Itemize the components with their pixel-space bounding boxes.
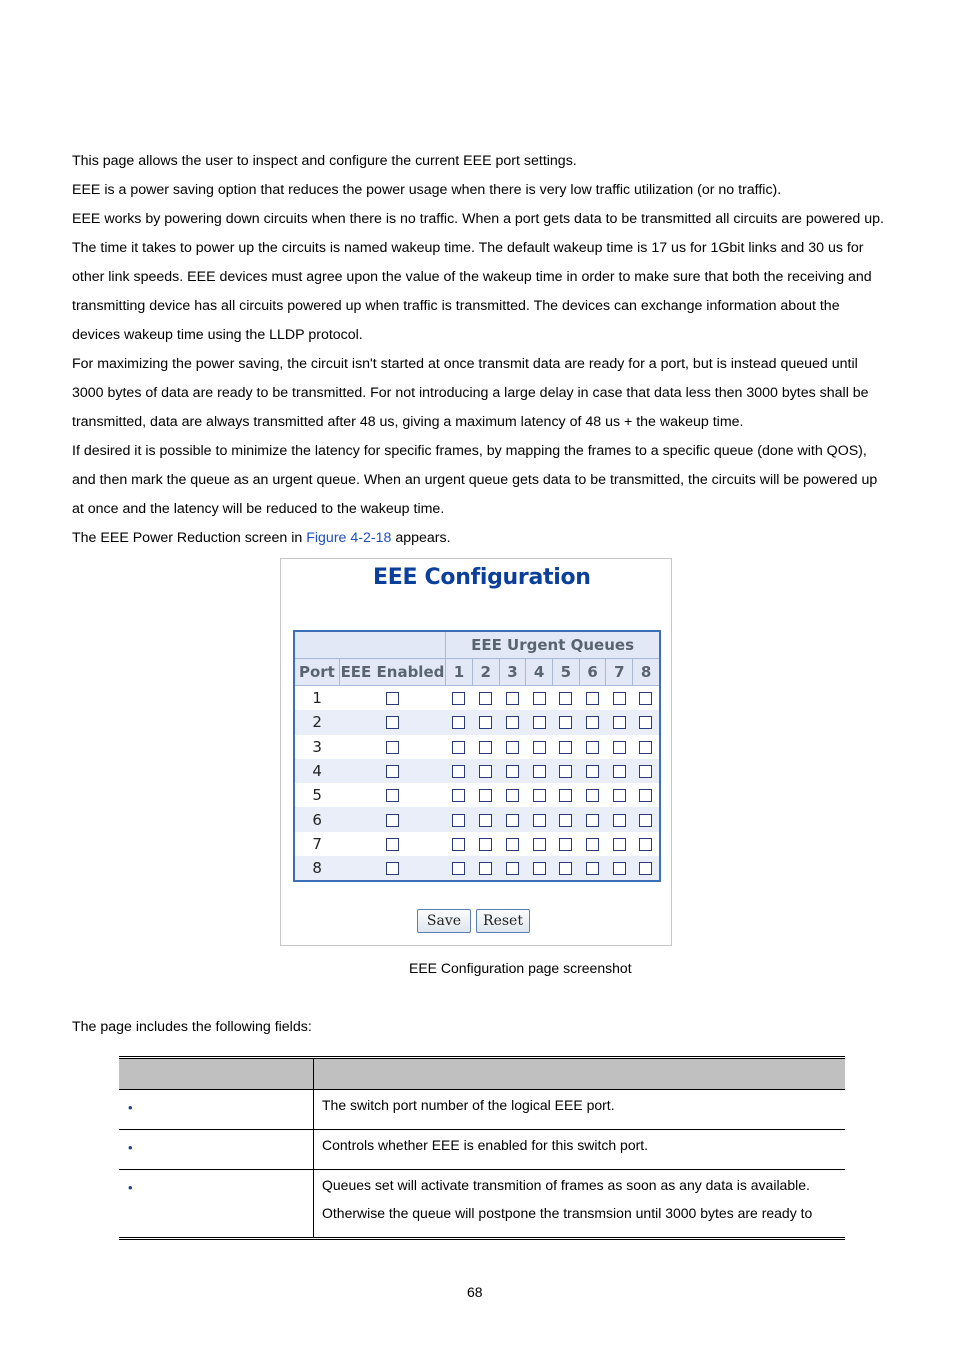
urgent-queue-checkbox[interactable] [613, 765, 626, 778]
urgent-queue-cell [446, 783, 473, 807]
port-row [294, 832, 660, 856]
urgent-queue-cell [446, 807, 473, 831]
urgent-queue-cell [446, 710, 473, 734]
port-number: 4 [294, 759, 339, 783]
field-description-line: Controls whether EEE is enabled for this switch port. [322, 1137, 649, 1153]
urgent-queue-cell [633, 807, 660, 831]
urgent-queue-checkbox[interactable] [613, 716, 626, 729]
urgent-queue-cell [472, 807, 499, 831]
urgent-queue-cell [606, 856, 633, 881]
urgent-queue-checkbox[interactable] [452, 838, 465, 851]
urgent-queue-cell [579, 686, 606, 711]
urgent-queue-cell [579, 710, 606, 734]
urgent-queue-cell [633, 856, 660, 881]
urgent-queue-cell [579, 783, 606, 807]
port-number: 1 [294, 686, 339, 711]
urgent-queue-checkbox[interactable] [639, 862, 652, 875]
queue-column-header: 1 [446, 659, 473, 686]
urgent-queue-checkbox[interactable] [479, 692, 492, 705]
urgent-queue-cell [446, 735, 473, 759]
port-row [294, 735, 660, 759]
paragraph: EEE is a power saving option that reduces the power usage when there is very low traffic utilization (or no traffic). [72, 182, 782, 198]
urgent-queue-cell [472, 735, 499, 759]
eee-enabled-checkbox[interactable] [386, 838, 399, 851]
urgent-queue-checkbox[interactable] [559, 789, 572, 802]
port-row [294, 783, 660, 807]
eee-enabled-column-header: EEE Enabled [339, 659, 445, 686]
urgent-queue-cell [446, 686, 473, 711]
fields-header-object [119, 1058, 314, 1090]
eee-enabled-cell [339, 783, 445, 807]
urgent-queue-checkbox[interactable] [586, 814, 599, 827]
button-row [417, 909, 535, 933]
urgent-queue-checkbox[interactable] [586, 789, 599, 802]
port-row [294, 856, 660, 881]
urgent-queue-checkbox[interactable] [559, 765, 572, 778]
eee-enabled-checkbox[interactable] [386, 814, 399, 827]
eee-enabled-cell [339, 832, 445, 856]
urgent-queue-cell [499, 735, 526, 759]
urgent-queue-cell [499, 759, 526, 783]
urgent-queue-checkbox[interactable] [639, 814, 652, 827]
urgent-queue-cell [472, 783, 499, 807]
urgent-queue-checkbox[interactable] [613, 789, 626, 802]
urgent-queue-checkbox[interactable] [452, 765, 465, 778]
urgent-queue-checkbox[interactable] [613, 814, 626, 827]
urgent-queue-checkbox[interactable] [613, 838, 626, 851]
eee-enabled-checkbox[interactable] [386, 692, 399, 705]
port-number: 5 [294, 783, 339, 807]
urgent-queue-cell [579, 856, 606, 881]
queue-column-header: 2 [472, 659, 499, 686]
urgent-queue-cell [526, 759, 553, 783]
urgent-queue-checkbox[interactable] [613, 692, 626, 705]
bullet-icon: • [128, 1100, 133, 1115]
urgent-queue-checkbox[interactable] [506, 765, 519, 778]
urgent-queue-checkbox[interactable] [586, 692, 599, 705]
eee-enabled-cell [339, 856, 445, 881]
urgent-queue-checkbox[interactable] [479, 862, 492, 875]
urgent-queue-cell [526, 686, 553, 711]
urgent-queue-cell [606, 686, 633, 711]
urgent-queue-cell [633, 735, 660, 759]
urgent-queue-checkbox[interactable] [639, 765, 652, 778]
urgent-queue-cell [472, 832, 499, 856]
urgent-queue-checkbox[interactable] [506, 716, 519, 729]
urgent-queue-cell [446, 832, 473, 856]
urgent-queue-cell [499, 832, 526, 856]
urgent-queue-cell [526, 807, 553, 831]
urgent-queue-checkbox[interactable] [479, 716, 492, 729]
urgent-queue-cell [499, 856, 526, 881]
urgent-queue-checkbox[interactable] [613, 741, 626, 754]
urgent-queue-checkbox[interactable] [639, 716, 652, 729]
field-object-cell [119, 1130, 314, 1170]
figure-caption: EEE Configuration page screenshot [409, 960, 632, 976]
urgent-queue-checkbox[interactable] [506, 814, 519, 827]
fields-header-description [314, 1058, 846, 1090]
urgent-queue-cell [579, 832, 606, 856]
urgent-queue-cell [552, 807, 579, 831]
urgent-queue-cell [579, 735, 606, 759]
urgent-queue-checkbox[interactable] [479, 789, 492, 802]
urgent-queue-cell [499, 686, 526, 711]
urgent-queue-checkbox[interactable] [452, 789, 465, 802]
urgent-queue-cell [472, 856, 499, 881]
urgent-queue-checkbox[interactable] [639, 741, 652, 754]
urgent-queue-cell [579, 759, 606, 783]
field-object-cell [119, 1090, 314, 1130]
field-description-cell [314, 1130, 846, 1170]
figure-link[interactable]: Figure 4-2-18 [306, 530, 392, 546]
urgent-queue-checkbox[interactable] [452, 716, 465, 729]
urgent-queue-cell [606, 735, 633, 759]
urgent-queue-cell [526, 783, 553, 807]
eee-enabled-checkbox[interactable] [386, 789, 399, 802]
urgent-queue-cell [606, 759, 633, 783]
urgent-queue-cell [552, 759, 579, 783]
field-description-line: Otherwise the queue will postpone the transmsion until 3000 bytes are ready to [322, 1205, 813, 1221]
eee-config-table [293, 630, 661, 882]
field-description-line: Queues set will activate transmition of frames as soon as any data is available. [322, 1177, 810, 1193]
port-row [294, 710, 660, 734]
eee-enabled-cell [339, 759, 445, 783]
port-column-header: Port [294, 659, 339, 686]
urgent-queue-checkbox[interactable] [479, 741, 492, 754]
urgent-queue-checkbox[interactable] [506, 789, 519, 802]
urgent-queue-cell [552, 710, 579, 734]
queue-column-header: 7 [606, 659, 633, 686]
urgent-queue-checkbox[interactable] [452, 741, 465, 754]
urgent-queue-checkbox[interactable] [506, 692, 519, 705]
urgent-queue-cell [499, 710, 526, 734]
field-description-line: The switch port number of the logical EEE port. [322, 1097, 615, 1113]
queue-column-header: 5 [552, 659, 579, 686]
figure-intro: The EEE Power Reduction screen in Figure 4-2-18 appears. [72, 530, 451, 546]
eee-enabled-checkbox[interactable] [386, 716, 399, 729]
urgent-queue-cell [526, 856, 553, 881]
field-row [119, 1130, 845, 1170]
field-description-cell [314, 1170, 846, 1239]
urgent-queue-cell [526, 710, 553, 734]
urgent-queue-checkbox[interactable] [533, 716, 546, 729]
queue-column-header: 3 [499, 659, 526, 686]
urgent-queue-checkbox[interactable] [479, 765, 492, 778]
urgent-queue-cell [633, 832, 660, 856]
urgent-queues-header: EEE Urgent Queues [446, 631, 660, 659]
urgent-queue-cell [579, 807, 606, 831]
field-object-cell [119, 1170, 314, 1239]
field-row [119, 1170, 845, 1239]
urgent-queue-checkbox[interactable] [452, 814, 465, 827]
urgent-queue-cell [606, 832, 633, 856]
eee-enabled-cell [339, 735, 445, 759]
screenshot-title: EEE Configuration [373, 565, 591, 590]
urgent-queue-checkbox[interactable] [533, 814, 546, 827]
paragraph: If desired it is possible to minimize the latency for specific frames, by mapping the frames to a specific queue (done with QOS), and then mark the queue as an urgent queue. When an urgent queue gets data to be transmitted, the circuits will be powered up at once and the latency will be reduced to the wakeup time. [72, 443, 878, 517]
urgent-queue-cell [472, 759, 499, 783]
urgent-queue-cell [552, 783, 579, 807]
urgent-queue-cell [526, 735, 553, 759]
urgent-queue-cell [552, 735, 579, 759]
urgent-queue-checkbox[interactable] [639, 692, 652, 705]
paragraph: This page allows the user to inspect and configure the current EEE port settings. [72, 153, 577, 169]
urgent-queue-checkbox[interactable] [533, 741, 546, 754]
urgent-queue-checkbox[interactable] [452, 692, 465, 705]
eee-enabled-cell [339, 807, 445, 831]
urgent-queue-cell [633, 783, 660, 807]
urgent-queue-cell [446, 856, 473, 881]
urgent-queue-cell [552, 856, 579, 881]
save-button[interactable]: Save [417, 909, 471, 933]
urgent-queue-checkbox[interactable] [559, 716, 572, 729]
urgent-queue-checkbox[interactable] [533, 789, 546, 802]
fields-intro: The page includes the following fields: [72, 1019, 312, 1035]
field-description-cell [314, 1090, 846, 1130]
urgent-queue-checkbox[interactable] [613, 862, 626, 875]
urgent-queue-checkbox[interactable] [586, 838, 599, 851]
urgent-queue-checkbox[interactable] [533, 692, 546, 705]
urgent-queue-checkbox[interactable] [586, 741, 599, 754]
queue-column-header: 4 [526, 659, 553, 686]
blank-header [294, 631, 446, 659]
urgent-queue-checkbox[interactable] [533, 838, 546, 851]
urgent-queue-checkbox[interactable] [639, 789, 652, 802]
urgent-queue-checkbox[interactable] [586, 716, 599, 729]
port-number: 8 [294, 856, 339, 881]
urgent-queue-checkbox[interactable] [559, 814, 572, 827]
eee-enabled-cell [339, 686, 445, 711]
bullet-icon: • [128, 1180, 133, 1195]
urgent-queue-checkbox[interactable] [506, 741, 519, 754]
urgent-queue-cell [606, 710, 633, 734]
urgent-queue-cell [606, 783, 633, 807]
eee-enabled-cell [339, 710, 445, 734]
urgent-queue-checkbox[interactable] [479, 814, 492, 827]
eee-enabled-checkbox[interactable] [386, 765, 399, 778]
urgent-queue-cell [499, 807, 526, 831]
fields-table [119, 1056, 845, 1240]
eee-enabled-checkbox[interactable] [386, 741, 399, 754]
queue-column-header: 8 [633, 659, 660, 686]
urgent-queue-cell [633, 710, 660, 734]
urgent-queue-checkbox[interactable] [452, 862, 465, 875]
urgent-queue-checkbox[interactable] [639, 838, 652, 851]
urgent-queue-cell [633, 759, 660, 783]
urgent-queue-cell [472, 710, 499, 734]
urgent-queue-cell [606, 807, 633, 831]
port-row [294, 759, 660, 783]
paragraph: EEE works by powering down circuits when there is no traffic. When a port gets data to be transmitted all circuits are powered up. The time it takes to power up the circuits is named wakeup time. The default wakeup time is 17 us for 1Gbit links and 30 us for other link speeds. EEE devices must agree upon the value of the wakeup time in order to make sure that both the receiving and transmitting device has all circuits powered up when traffic is transmitted. The devices can exchange information about the devices wakeup time using the LLDP protocol. [72, 211, 884, 343]
port-row [294, 686, 660, 711]
urgent-queue-cell [499, 783, 526, 807]
urgent-queue-checkbox[interactable] [559, 838, 572, 851]
urgent-queue-cell [552, 686, 579, 711]
page-number: 68 [467, 1284, 483, 1300]
urgent-queue-cell [472, 686, 499, 711]
urgent-queue-checkbox[interactable] [559, 741, 572, 754]
urgent-queue-cell [526, 832, 553, 856]
urgent-queue-checkbox[interactable] [479, 838, 492, 851]
urgent-queue-checkbox[interactable] [559, 862, 572, 875]
intro-text [72, 147, 886, 553]
reset-button[interactable]: Reset [476, 909, 530, 933]
urgent-queue-checkbox[interactable] [506, 862, 519, 875]
paragraph: For maximizing the power saving, the circuit isn't started at once transmit data are ready for a port, but is instead queued until 3000 bytes of data are ready to be transmitted. For not introducing a large delay in case that data less then 3000 bytes shall be transmitted, data are always transmitted after 48 us, giving a maximum latency of 48 us + the wakeup time. [72, 356, 869, 430]
port-number: 2 [294, 710, 339, 734]
port-number: 6 [294, 807, 339, 831]
port-number: 3 [294, 735, 339, 759]
urgent-queue-cell [446, 759, 473, 783]
urgent-queue-cell [552, 832, 579, 856]
urgent-queue-checkbox[interactable] [586, 862, 599, 875]
port-row [294, 807, 660, 831]
eee-configuration-screenshot [280, 558, 672, 946]
urgent-queue-checkbox[interactable] [533, 862, 546, 875]
port-number: 7 [294, 832, 339, 856]
bullet-icon: • [128, 1140, 133, 1155]
urgent-queue-cell [633, 686, 660, 711]
eee-enabled-checkbox[interactable] [386, 862, 399, 875]
field-row [119, 1090, 845, 1130]
queue-column-header: 6 [579, 659, 606, 686]
urgent-queue-checkbox[interactable] [586, 765, 599, 778]
urgent-queue-checkbox[interactable] [559, 692, 572, 705]
urgent-queue-checkbox[interactable] [533, 765, 546, 778]
urgent-queue-checkbox[interactable] [506, 838, 519, 851]
